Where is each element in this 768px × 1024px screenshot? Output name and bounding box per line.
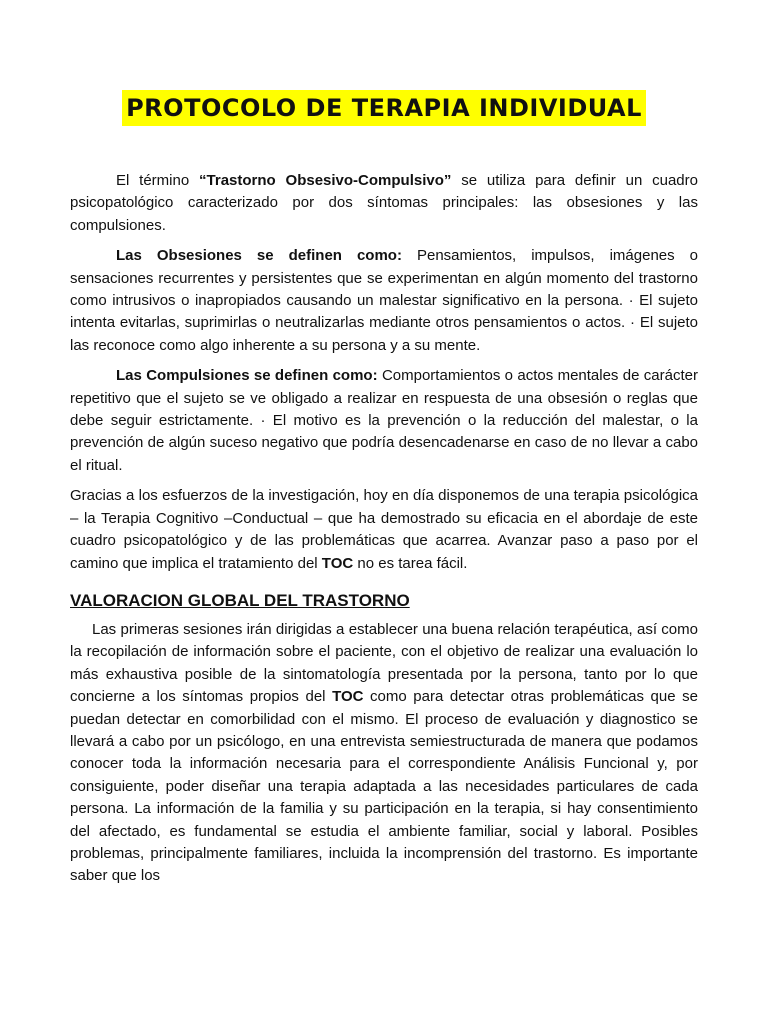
intro-pre: El término bbox=[116, 172, 200, 189]
research-toc: TOC bbox=[321, 554, 354, 572]
research-end: no es tarea fácil. bbox=[353, 554, 468, 572]
research-paragraph bbox=[70, 485, 698, 575]
obsessions-paragraph bbox=[70, 245, 698, 357]
document-body bbox=[70, 170, 698, 896]
evaluation-part1: Las primeras sesiones irán dirigidas a establecer una buena relación terapéutica, así como la recopilación de información sobre el paciente, con el objetivo de realizar una evaluación lo más exhaustiva posible de la sintomatología presentada por la persona, tanto por lo que concierne a los síntomas propios del bbox=[70, 620, 698, 706]
compulsions-text: Comportamientos o actos mentales de carácter repetitivo que el sujeto se ve obligado a realizar en respuesta de una obsesión o reglas que debe seguir estrictamente. · El motivo es la prevención o la reducción del malestar, o la prevención de algún suceso negativo que podría desencadenarse en caso de no llevar a cabo el ritual. bbox=[70, 367, 698, 474]
evaluation-paragraph bbox=[70, 619, 698, 888]
title-container bbox=[0, 90, 768, 126]
intro-term: “Trastorno Obsesivo-Compulsivo” bbox=[199, 172, 452, 189]
document-title: PROTOCOLO DE TERAPIA INDIVIDUAL bbox=[122, 90, 646, 126]
intro-paragraph bbox=[70, 170, 698, 237]
compulsions-paragraph bbox=[70, 365, 698, 477]
obsessions-label: Las Obsesiones se definen como: bbox=[116, 247, 402, 265]
evaluation-toc: TOC bbox=[332, 688, 364, 706]
section-heading: VALORACION GLOBAL DEL TRASTORNO bbox=[70, 590, 410, 610]
evaluation-part2: como para detectar otras problemáticas que se puedan detectar en comorbilidad con el mismo. El proceso de evaluación y diagnostico se llevará a cabo por un psicólogo, en una entrevista semiestructurada de manera que podamos conocer toda la información necesaria para el correspondiente Análisis Funcional y, por consiguiente, poder diseñar una terapia adaptada a las necesidades particulares de cada persona. La información de la familia y su participación en la terapia, si hay consentimiento del afectado, es fundamental se estudia el ambiente familiar, social y laboral. Posibles problemas, principalmente familiares, incluida la incomprensión del trastorno. Es importante saber que los bbox=[70, 688, 698, 885]
intro-post: se utiliza para definir un cuadro psicopatológico caracterizado por dos síntomas principales: las obsesiones y las compulsiones. bbox=[70, 172, 698, 234]
compulsions-label: Las Compulsiones se definen como: bbox=[116, 367, 378, 385]
obsessions-text: Pensamientos, impulsos, imágenes o sensaciones recurrentes y persistentes que se experimentan en algún momento del trastorno como intrusivos o inapropiados causando un malestar significativo en la persona. · El sujeto intenta evitarlas, suprimirlas o neutralizarlas mediante otros pensamientos o actos. · El sujeto las reconoce como algo inherente a su persona y a su mente. bbox=[70, 247, 698, 354]
research-text: Gracias a los esfuerzos de la investigación, hoy en día disponemos de una terapia psicológica – la Terapia Cognitivo –Conductual – que ha demostrado su eficacia en el abordaje de este cuadro psicopatológico y de las problemáticas que acarrea. Avanzar paso a paso por el camino que implica el tratamiento del bbox=[70, 487, 698, 572]
